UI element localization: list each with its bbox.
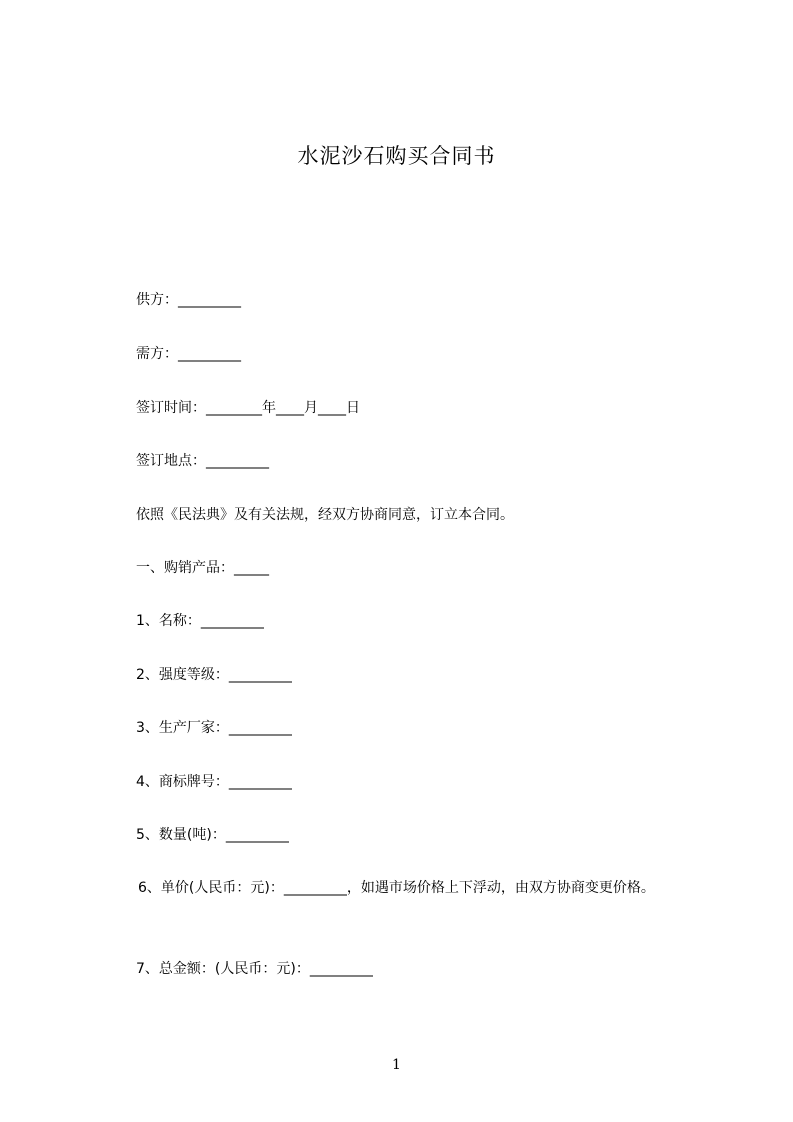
item-unit-price-paragraph: 6、单价(人民币：元)：_________，如遇市场价格上下浮动，由双方协商变更价格。: [138, 880, 655, 896]
preamble-line: 依照《民法典》及有关法规，经双方协商同意，订立本合同。: [136, 507, 514, 523]
item-manufacturer-line: 3、生产厂家：_________: [136, 720, 292, 736]
sign-place-line: 签订地点：_________: [136, 453, 269, 469]
item-brand-line: 4、商标牌号：_________: [136, 774, 292, 790]
page-number: 1: [392, 1057, 401, 1073]
supplier-line: 供方：_________: [136, 292, 241, 308]
buyer-line: 需方：_________: [136, 346, 241, 362]
document-title: 水泥沙石购买合同书: [297, 144, 496, 168]
section-products-heading: 一、购销产品：_____: [136, 560, 269, 576]
item-name-line: 1、名称：_________: [136, 613, 264, 629]
sign-date-line: 签订时间：________年____月____日: [136, 400, 360, 416]
item-strength-grade-line: 2、强度等级：_________: [136, 667, 292, 683]
item-quantity-line: 5、数量(吨)：_________: [136, 827, 289, 843]
item-total-amount-line: 7、总金额：(人民币：元)：_________: [136, 961, 373, 977]
